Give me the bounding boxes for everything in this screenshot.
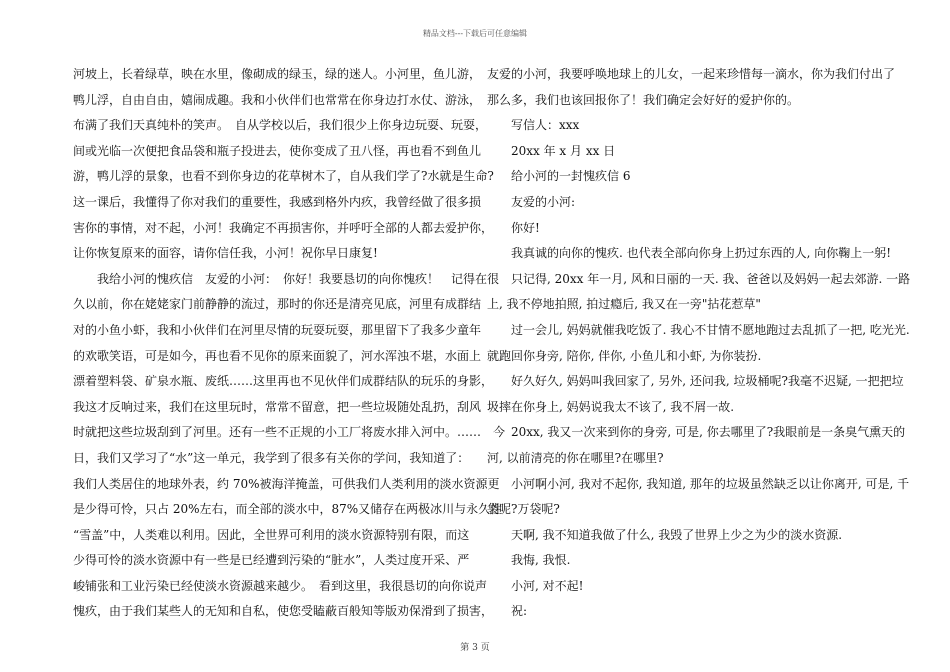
text-line: 我悔, 我恨. (487, 553, 571, 568)
text-line: 小河啊小河, 我对不起你, 我知道, 那年的垃圾虽然缺乏以让你离开, 可是, 千 (487, 476, 910, 491)
text-line: 圾摔在你身上, 妈妈说我太不该了, 我不屑一故. (487, 399, 735, 414)
text-line: 我给小河的愧疚信 友爱的小河： 你好！我要恳切的向你愧疚！ 记得在很 (73, 271, 500, 286)
text-line: 友爱的小河: (487, 194, 576, 209)
left-column (73, 62, 506, 625)
text-line: 游，鸭儿浮的景象，也看不到你身边的花草树木了，自从我们学了?水就是生命? (73, 169, 494, 184)
text-line: 久以前，你在姥姥家门前静静的流过，那时的你还是清亮见底，河里有成群结 (73, 297, 482, 312)
text-line: 漂着塑料袋、矿泉水瓶、废纸……这里再也不见伙伴们成群结队的玩乐的身影， (73, 374, 494, 389)
text-line: 20xx, 我又一次来到你的身旁, 可是, 你去哪里了?我眼前是一条臭气熏天的 (487, 425, 906, 440)
text-line: 河坡上，长着绿草，映在水里，像砌成的绿玉，绿的迷人。小河里，鱼儿游， (73, 67, 482, 81)
page-number: 第 3 页 (460, 643, 490, 653)
text-line: 布满了我们天真纯朴的笑声。 自从学校以后，我们很少上你身边玩耍、玩耍， (73, 118, 488, 133)
text-line: 愧疚，由于我们某些人的无知和自私，使您受瞌蔽百般知等版劝保滑到了损害， (73, 604, 494, 619)
text-line: 日，我们又学习了“水”这一单元，我学到了很多有关你的学问，我知道了： (73, 450, 470, 465)
text-line: 好久好久, 妈妈叫我回家了, 另外, 还问我, 垃圾桶呢?我毫不迟疑, 一把把垃 (487, 374, 904, 389)
text-line: 我真诚的向你的愧疚. 也代表全部向你身上扔过东西的人, 向你鞠上一躬! (487, 246, 892, 261)
text-line: 时就把这些垃圾刮到了河里。还有一些不正规的小工厂将废水排入河中。…… 今 (73, 425, 506, 440)
text-line: 我这才反响过来，我们在这里玩时，常常不留意，把一些垃圾随处乱扔，刮风 (73, 399, 482, 414)
text-line: 峻铺张和工业污染已经使淡水资源越来越少。 看到这里，我很恳切的向你说声 (73, 578, 488, 593)
text-line: 鸭儿浮，自由自由，嬉闹成趣。我和小伙伴们也常常在你身边打水仗、游泳， (73, 92, 482, 107)
text-line: 只记得, 20xx 年一月, 风和日丽的一天. 我、爸爸以及妈妈一起去郊游. 一路 (487, 271, 911, 286)
text-line: 过一会儿, 妈妈就催我吃饭了. 我心不甘情不愿地跑过去乱抓了一把, 吃光光. (487, 322, 910, 337)
text-line: 河, 以前清亮的你在哪里?在哪里? (487, 450, 664, 465)
text-line: 友爱的小河，我要呼唤地球上的儿女，一起来珍惜每一滴水，你为我们付出了 (487, 67, 896, 81)
text-line: 给小河的一封愧疚信 6 (487, 169, 631, 184)
text-line: 袋呢?万袋呢? (487, 502, 560, 517)
text-line: 害你的事情，对不起，小河！我确定不再损害你，并呼吁全部的人都去爱护你， (73, 220, 494, 235)
text-line: 间或光临一次便把食品袋和瓶子投进去，使你变成了丑八怪，再也看不到鱼儿 (73, 143, 482, 158)
text-line: 祝: (487, 604, 528, 619)
page-header: 精品文档---下载后可任意编辑 (422, 29, 528, 38)
text-line: 你好! (487, 220, 540, 235)
text-line: “雪盖”中，人类难以利用。因此，全世界可利用的淡水资源特别有限，而这 (73, 527, 470, 542)
text-line: 天啊, 我不知道我做了什么, 我毁了世界上少之为少的淡水资源. (487, 527, 843, 542)
text-line: 对的小鱼小虾，我和小伙伴们在河里尽情的玩耍玩耍，那里留下了我多少童年 (73, 322, 482, 337)
text-line: 20xx 年 x 月 xx 日 (487, 143, 616, 158)
text-line: 写信人：xxx (487, 118, 580, 133)
text-line: 是少得可怜，只占 20%左右，而全部的淡水中，87%又储存在两极冰川与永久性 (73, 502, 503, 517)
right-column (487, 62, 911, 625)
text-line: 少得可怜的淡水资源中有一些是已经遭到污染的“脏水”，人类过度开采、严 (73, 553, 470, 568)
text-line: 的欢歌笑语，可是如今，再也看不见你的原来面貌了，河水浑浊不堪，水面上 (73, 348, 482, 363)
text-line: 让你恢复原来的面容，请你信任我，小河！祝你早日康复! (73, 246, 378, 261)
text-line: 我们人类居住的地球外表，约 70%被海洋掩盖，可供我们人类利用的淡水资源更 (73, 476, 500, 491)
text-line: 小河, 对不起! (487, 578, 584, 593)
text-line: 那么多，我们也该回报你了！我们确定会好好的爱护你的。 (487, 92, 800, 107)
text-line: 上, 我不停地拍照, 拍过瘾后, 我又在一旁"拈花惹草" (487, 297, 761, 312)
text-line: 就跑回你身旁, 陪你, 伴你, 小鱼儿和小虾, 为你装扮. (487, 348, 762, 363)
text-line: 这一课后，我懂得了你对我们的重要性，我感到格外内疚，我曾经做了很多损 (73, 194, 482, 209)
